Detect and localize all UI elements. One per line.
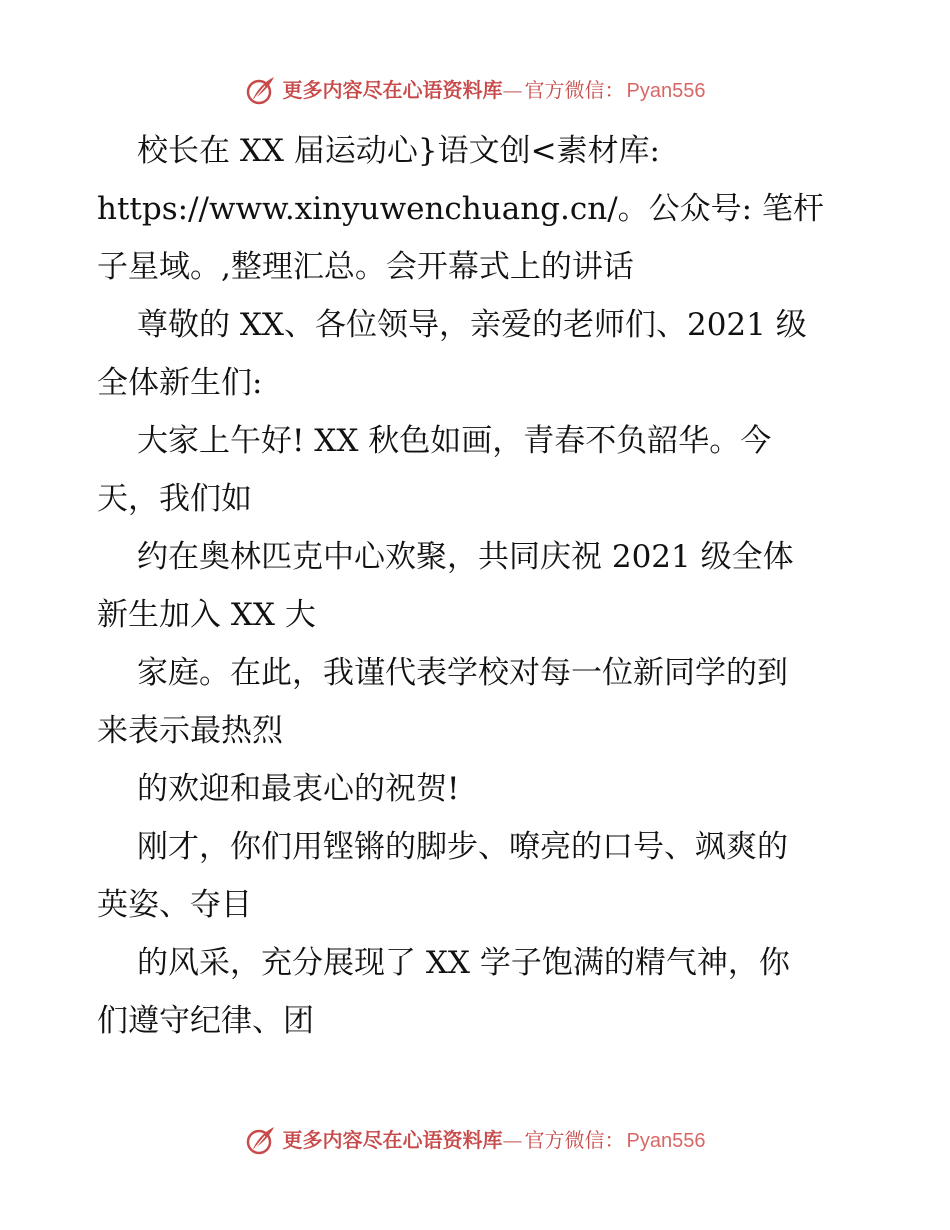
feather-pen-logo-icon [245,1124,277,1156]
page-footer [0,1122,950,1158]
text-line: https://www.xinyuwenchuang.cn/。公众号: 笔杆 [97,191,824,227]
text-line: 刚才，你们用铿锵的脚步、嘹亮的口号、飒爽的 [137,829,788,865]
text-line: 子星域。,整理汇总。会开幕式上的讲话 [97,249,634,285]
text-line: 新生加入 XX 大 [97,597,316,633]
header-brand [282,77,706,102]
text-line: 的欢迎和最衷心的祝贺! [137,771,460,807]
page-header [0,72,950,108]
text-line: 全体新生们: [97,365,263,401]
text-line: 家庭。在此，我谨代表学校对每一位新同学的到 [137,655,788,691]
feather-pen-logo-icon [245,74,277,106]
text-line: 大家上午好! XX 秋色如画，青春不负韶华。今 [137,423,772,459]
header-wechat-id: Pyan556 [626,79,706,102]
footer-separator: — [502,1127,523,1152]
text-line: 约在奥林匹克中心欢聚，共同庆祝 2021 级全体 [137,539,794,575]
text-line: 尊敬的 XX、各位领导，亲爱的老师们、2021 级 [137,307,807,343]
header-wechat-label: 官方微信： [524,77,625,102]
footer-wechat-id: Pyan556 [626,1129,706,1152]
header-brand-text: 更多内容尽在心语资料库 [282,77,503,102]
text-line: 英姿、夺目 [97,887,252,923]
header-separator: — [502,77,523,102]
text-line: 天，我们如 [97,481,252,517]
text-line: 们遵守纪律、团 [97,1003,314,1039]
text-line: 来表示最热烈 [97,713,283,749]
text-line: 校长在 XX 届运动心}语文创<素材库: [137,133,660,169]
footer-wechat-label: 官方微信： [524,1127,625,1152]
footer-brand-text: 更多内容尽在心语资料库 [282,1127,503,1152]
document-body [97,122,857,1050]
text-line: 的风采，充分展现了 XX 学子饱满的精气神，你 [137,945,790,981]
footer-brand [282,1127,706,1152]
